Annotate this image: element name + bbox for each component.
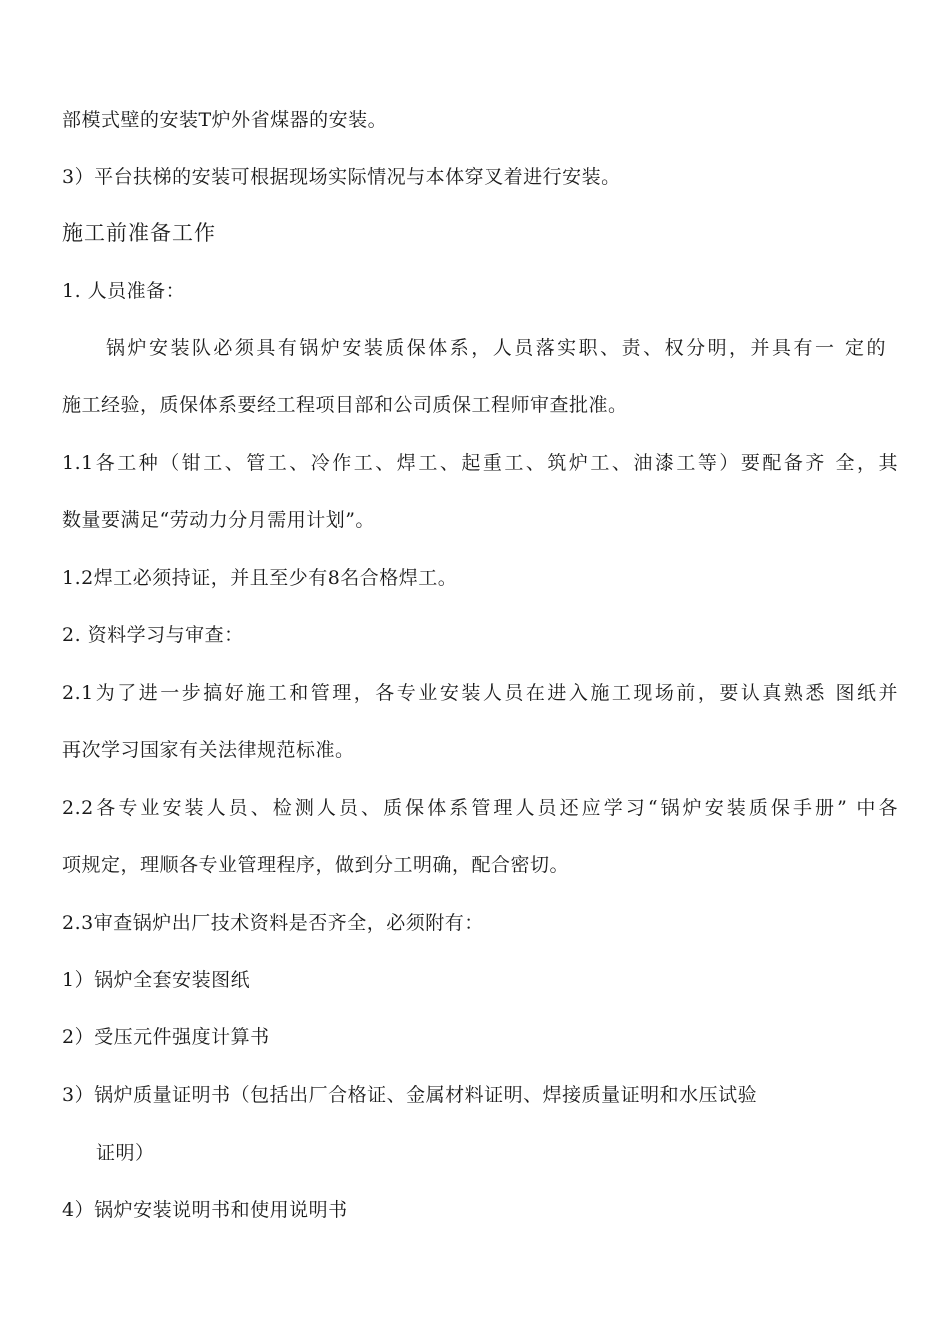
- paragraph-line: 1.2焊工必须持证，并且至少有8名合格焊工。: [62, 567, 458, 589]
- list-item: 3）锅炉质量证明书（包括出厂合格证、金属材料证明、焊接质量证明和水压试验: [62, 1084, 758, 1106]
- paragraph-line: 1.1各工种（钳工、管工、冷作工、焊工、起重工、筑炉工、油漆工等）要配备齐 全，其: [62, 452, 898, 474]
- paragraph-line: 数量要满足“劳动力分月需用计划”。: [62, 509, 375, 531]
- text-line: 部模式壁的安装T炉外省煤器的安装。: [62, 109, 388, 131]
- paragraph-line: 再次学习国家有关法律规范标准。: [62, 739, 355, 761]
- paragraph-line: 施工经验，质保体系要经工程项目部和公司质保工程师审查批准。: [62, 394, 628, 416]
- paragraph-line: 2.1为了进一步搞好施工和管理，各专业安装人员在进入施工现场前，要认真熟悉 图纸并: [62, 682, 898, 704]
- section-heading: 施工前准备工作: [62, 221, 216, 245]
- subsection-heading: 2. 资料学习与审查：: [62, 624, 244, 646]
- paragraph-line: 2.2各专业安装人员、检测人员、质保体系管理人员还应学习“锅炉安装质保手册” 中各: [62, 797, 898, 819]
- paragraph-line: 项规定，理顺各专业管理程序，做到分工明确，配合密切。: [62, 854, 570, 876]
- list-item: 2）受压元件强度计算书: [62, 1026, 270, 1048]
- subsection-heading: 1. 人员准备：: [62, 280, 186, 302]
- paragraph-line: 2.3审查锅炉出厂技术资料是否齐全，必须附有：: [62, 912, 484, 934]
- list-item-continuation: 证明）: [96, 1142, 155, 1164]
- paragraph-line: 锅炉安装队必须具有锅炉安装质保体系，人员落实职、责、权分明，并具有一 定的: [106, 337, 886, 359]
- text-line: 3）平台扶梯的安装可根据现场实际情况与本体穿叉着进行安装。: [62, 166, 621, 188]
- list-item: 4）锅炉安装说明书和使用说明书: [62, 1199, 348, 1221]
- list-item: 1）锅炉全套安装图纸: [62, 969, 251, 991]
